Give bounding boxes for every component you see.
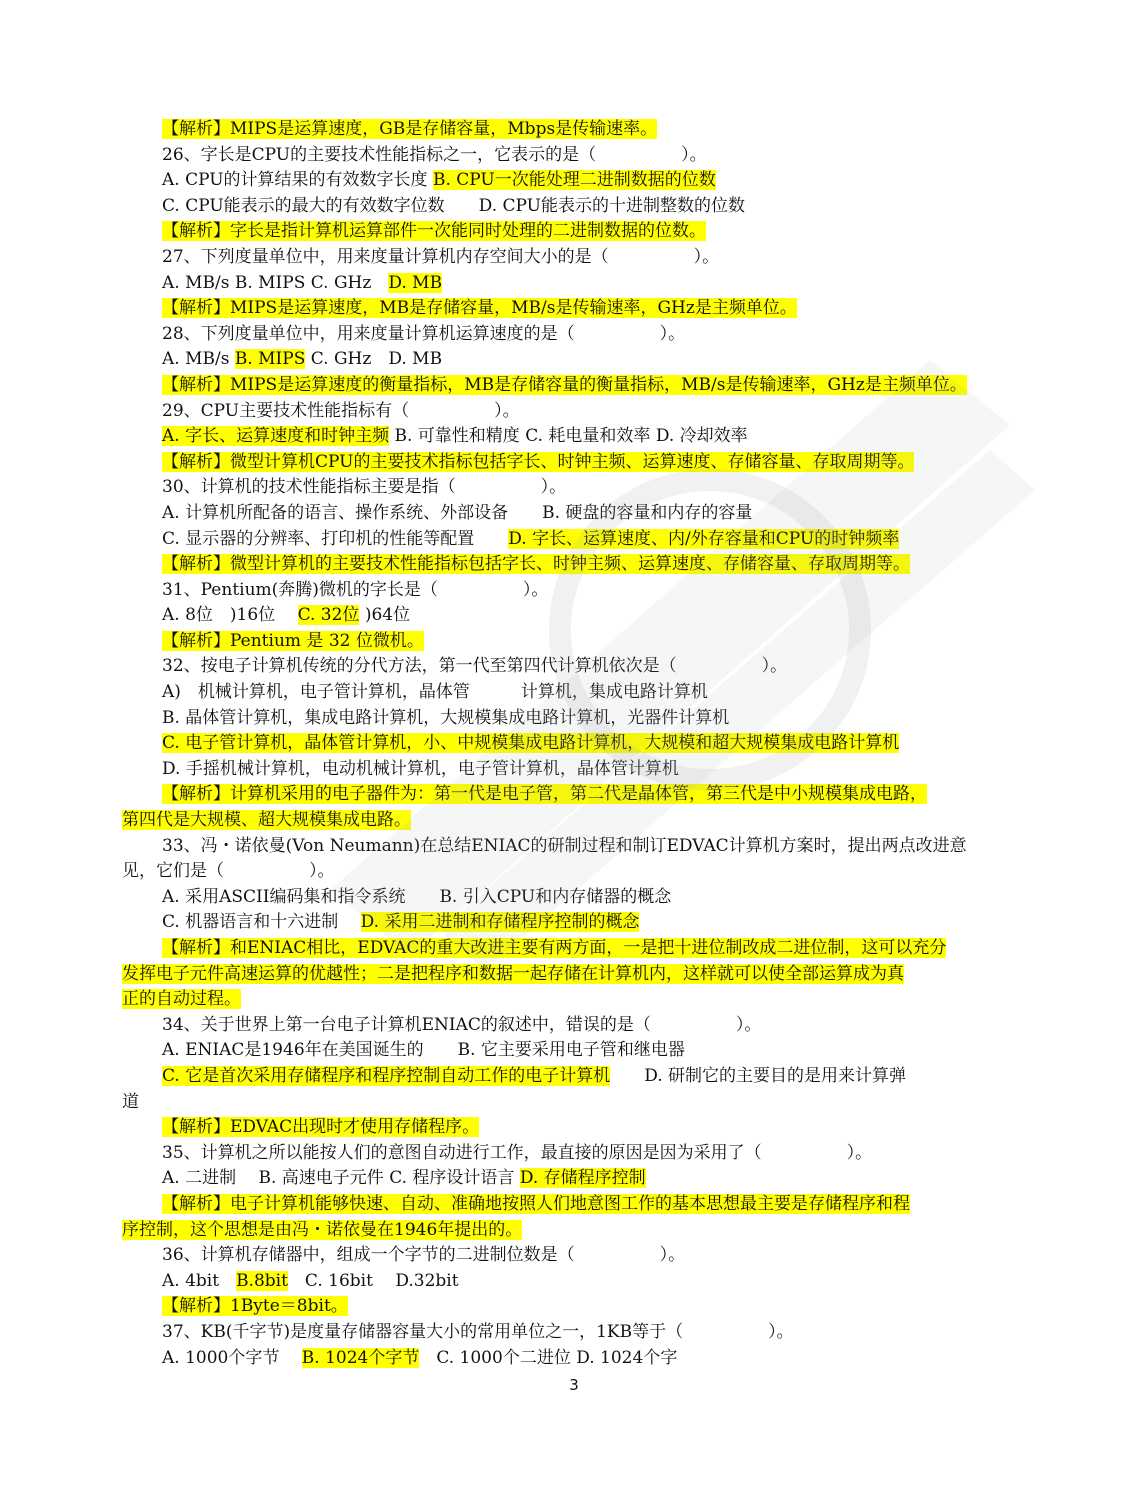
text-segment: 27、下列度量单位中，用来度量计算机内存空间大小的是（ ）。: [162, 246, 720, 267]
text-segment: A. ENIAC是1946年在美国诞生的 B. 它主要采用电子管和继电器: [162, 1040, 685, 1061]
text-segment: 35、计算机之所以能按人们的意图自动进行工作，最直接的原因是因为采用了（ ）。: [162, 1142, 873, 1163]
text-segment: 37、KB(千字节)是度量存储器容量大小的常用单位之一，1KB等于（ ）。: [162, 1321, 794, 1342]
text-segment: 26、字长是CPU的主要技术性能指标之一，它表示的是（ ）。: [162, 144, 707, 165]
text-line: [122, 1269, 1032, 1295]
text-segment: A. CPU的计算结果的有效数字长度: [162, 170, 433, 191]
highlighted-text: 【解析】1Byte＝8bit。: [162, 1296, 348, 1317]
text-segment: A. MB/s: [162, 349, 235, 370]
text-line: [122, 245, 1032, 271]
text-segment: )64位: [359, 605, 411, 626]
text-segment: C. 1000个二进位 D. 1024个字: [419, 1347, 678, 1368]
text-segment: 32、按电子计算机传统的分代方法，第一代至第四代计算机依次是（ ）。: [162, 656, 788, 677]
text-line: [122, 501, 1032, 527]
text-line: [122, 706, 1032, 732]
text-segment: 33、冯・诺依曼(Von Neumann)在总结ENIAC的研制过程和制订EDVAC计算机方案时，提出两点改进意: [162, 835, 967, 856]
text-segment: C. 16bit D.32bit: [287, 1270, 459, 1291]
text-segment: A. MB/s B. MIPS C. GHz: [162, 272, 389, 293]
text-line: [122, 527, 1032, 553]
text-line: [122, 1141, 1032, 1167]
highlighted-text: 【解析】微型计算机CPU的主要技术指标包括字长、时钟主频、运算速度、存储容量、存取周期等。: [162, 451, 915, 472]
text-line: [122, 347, 1032, 373]
text-line: [122, 143, 1032, 169]
text-line: [122, 219, 1032, 245]
highlighted-text: A. 字长、运算速度和时钟主频: [162, 426, 390, 447]
text-line: [122, 987, 1032, 1013]
highlighted-text: 发挥电子元件高速运算的优越性；二是把程序和数据一起存储在计算机内，这样就可以使全部运算成为真: [122, 963, 904, 984]
text-line: [122, 168, 1032, 194]
text-segment: A. 计算机所配备的语言、操作系统、外部设备 B. 硬盘的容量和内存的容量: [162, 502, 753, 523]
text-line: [122, 194, 1032, 220]
page-number: 3: [569, 1376, 579, 1394]
text-line: [122, 1090, 1032, 1116]
highlighted-text: 【解析】MIPS是运算速度，GB是存储容量，Mbps是传输速率。: [162, 119, 658, 139]
text-line: [122, 603, 1032, 629]
highlighted-text: B.8bit: [236, 1270, 288, 1291]
highlighted-text: B. 1024个字节: [301, 1347, 420, 1368]
text-line: [122, 1192, 1032, 1218]
text-segment: 36、计算机存储器中，组成一个字节的二进制位数是（ ）。: [162, 1245, 686, 1266]
text-segment: B. 晶体管计算机，集成电路计算机，大规模集成电路计算机，光器件计算机: [162, 707, 730, 728]
highlighted-text: D. MB: [388, 272, 443, 293]
highlighted-text: D. 存储程序控制: [519, 1168, 646, 1189]
text-segment: C. GHz D. MB: [305, 349, 443, 370]
highlighted-text: 【解析】MIPS是运算速度，MB是存储容量，MB/s是传输速率，GHz是主频单位。: [162, 298, 797, 319]
text-line: [122, 1346, 1032, 1372]
text-line: [122, 808, 1032, 834]
text-segment: C. 机器语言和十六进制: [162, 912, 361, 933]
text-line: [122, 271, 1032, 297]
highlighted-text: B. CPU一次能处理二进制数据的位数: [432, 170, 716, 191]
text-line: [122, 654, 1032, 680]
question-text-block: [122, 117, 1032, 1371]
text-line: [122, 1294, 1032, 1320]
highlighted-text: 【解析】计算机采用的电子器件为：第一代是电子管，第二代是晶体管，第三代是中小规模集成电路，: [162, 784, 927, 805]
text-line: [122, 1115, 1032, 1141]
highlighted-text: 【解析】Pentium 是 32 位微机。: [162, 630, 424, 651]
text-segment: 29、CPU主要技术性能指标有（ ）。: [162, 400, 520, 421]
text-line: [122, 1013, 1032, 1039]
highlighted-text: C. 它是首次采用存储程序和程序控制自动工作的电子计算机: [162, 1065, 611, 1086]
text-segment: A. 采用ASCII编码集和指令系统 B. 引入CPU和内存储器的概念: [162, 886, 672, 907]
text-segment: D. 手摇机械计算机，电动机械计算机，电子管计算机，晶体管计算机: [162, 758, 679, 779]
highlighted-text: D. 字长、运算速度、内/外存容量和CPU的时钟频率: [508, 528, 900, 549]
text-line: [122, 782, 1032, 808]
text-line: [122, 373, 1032, 399]
text-line: [122, 578, 1032, 604]
text-segment: 34、关于世界上第一台电子计算机ENIAC的叙述中，错误的是（ ）。: [162, 1014, 762, 1035]
highlighted-text: 【解析】字长是指计算机运算部件一次能同时处理的二进制数据的位数。: [162, 221, 706, 242]
text-segment: C. CPU能表示的最大的有效数字位数 D. CPU能表示的十进制整数的位数: [162, 195, 745, 216]
text-line: [122, 936, 1032, 962]
text-segment: 30、计算机的技术性能指标主要是指（ ）。: [162, 477, 567, 498]
text-segment: C. 显示器的分辨率、打印机的性能等配置: [162, 528, 509, 549]
highlighted-text: 【解析】MIPS是运算速度的衡量指标，MB是存储容量的衡量指标，MB/s是传输速率，GHz是主频单位。: [162, 374, 967, 395]
highlighted-text: C. 32位: [297, 605, 360, 626]
text-line: [122, 322, 1032, 348]
text-line: [122, 1320, 1032, 1346]
highlighted-text: 第四代是大规模、超大规模集成电路。: [122, 810, 411, 831]
text-segment: 道: [122, 1091, 139, 1112]
highlighted-text: C. 电子管计算机，晶体管计算机，小、中规模集成电路计算机，大规模和超大规模集成电路计算机: [162, 733, 900, 754]
text-line: [122, 885, 1032, 911]
text-line: [122, 910, 1032, 936]
text-line: [122, 1064, 1032, 1090]
highlighted-text: 【解析】和ENIAC相比，EDVAC的重大改进主要有两方面，一是把十进位制改成二进位制，这可以充分: [162, 938, 947, 958]
text-segment: A. 4bit: [162, 1270, 237, 1291]
text-line: [122, 475, 1032, 501]
text-line: [122, 552, 1032, 578]
text-line: [122, 399, 1032, 425]
highlighted-text: 【解析】EDVAC出现时才使用存储程序。: [162, 1117, 480, 1138]
text-line: [122, 1243, 1032, 1269]
highlighted-text: 正的自动过程。: [122, 989, 241, 1010]
text-line: [122, 1038, 1032, 1064]
text-line: [122, 424, 1032, 450]
highlighted-text: 序控制，这个思想是由冯・诺依曼在1946年提出的。: [122, 1219, 523, 1240]
text-segment: B. 可靠性和精度 C. 耗电量和效率 D. 冷却效率: [389, 426, 748, 447]
text-line: [122, 859, 1032, 885]
highlighted-text: B. MIPS: [234, 349, 306, 370]
text-line: [122, 117, 1032, 143]
text-segment: 31、Pentium(奔腾)微机的字长是（ ）。: [162, 579, 549, 600]
text-line: [122, 962, 1032, 988]
highlighted-text: 【解析】微型计算机的主要技术性能指标包括字长、时钟主频、运算速度、存储容量、存取周期等。: [162, 554, 910, 575]
text-line: [122, 450, 1032, 476]
text-line: [122, 731, 1032, 757]
text-line: [122, 1218, 1032, 1244]
text-segment: 见，它们是（ ）。: [122, 861, 335, 882]
text-line: [122, 680, 1032, 706]
text-line: [122, 296, 1032, 322]
text-segment: D. 研制它的主要目的是用来计算弹: [610, 1065, 907, 1086]
text-line: [122, 1166, 1032, 1192]
text-line: [122, 629, 1032, 655]
text-segment: A. 8位 )16位: [162, 605, 298, 626]
text-segment: A. 二进制 B. 高速电子元件 C. 程序设计语言: [162, 1168, 520, 1189]
text-segment: A. 1000个字节: [162, 1347, 302, 1368]
highlighted-text: D. 采用二进制和存储程序控制的概念: [360, 912, 640, 933]
text-segment: 28、下列度量单位中，用来度量计算机运算速度的是（ ）。: [162, 323, 686, 344]
highlighted-text: 【解析】电子计算机能够快速、自动、准确地按照人们地意图工作的基本思想最主要是存储程序和程: [162, 1193, 910, 1214]
text-line: [122, 834, 1032, 860]
text-segment: A) 机械计算机，电子管计算机，晶体管 计算机，集成电路计算机: [162, 682, 708, 703]
text-line: [122, 757, 1032, 783]
